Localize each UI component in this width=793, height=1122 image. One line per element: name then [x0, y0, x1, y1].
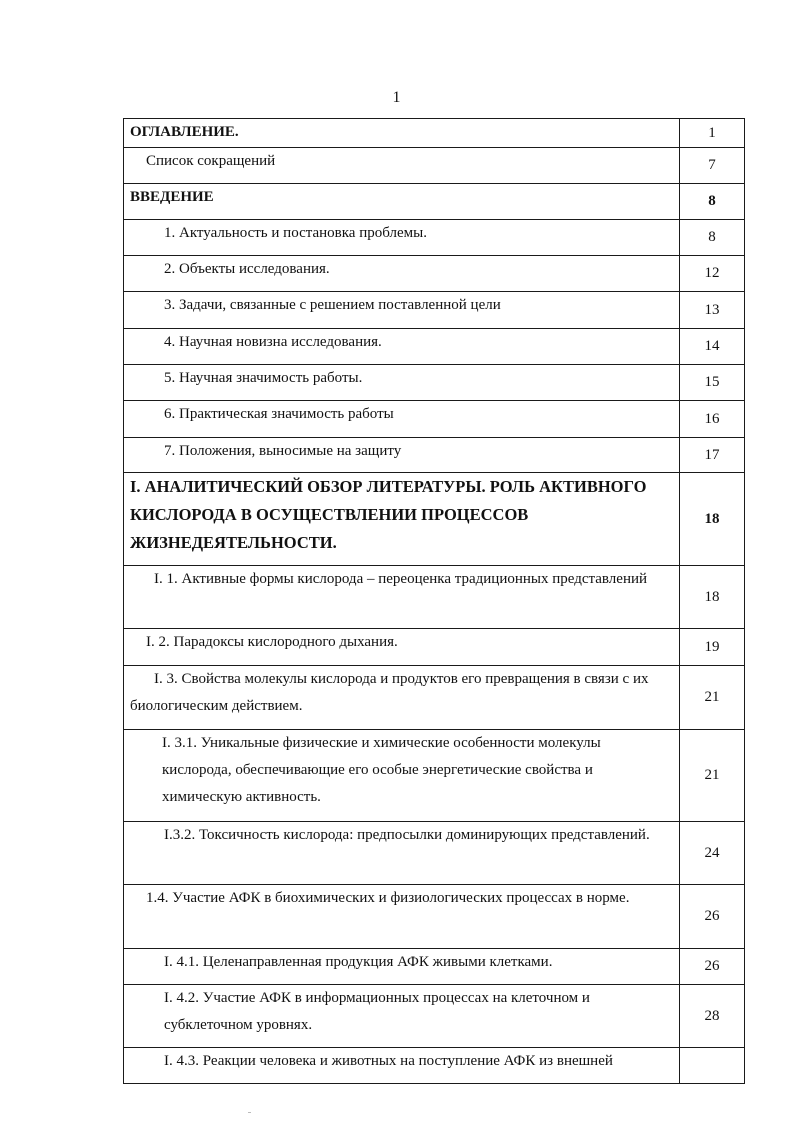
- scan-speck: [248, 1112, 251, 1113]
- toc-title: I. 3. Свойства молекулы кислорода и продуктов его превращения в связи с их биологическим действием.: [124, 666, 680, 730]
- toc-title: ВВЕДЕНИЕ: [124, 184, 680, 220]
- toc-row: [124, 365, 745, 401]
- toc-title: I. 4.1. Целенаправленная продукция АФК живыми клетками.: [124, 949, 680, 985]
- toc-title: I. 1. Активные формы кислорода – переоценка традиционных представлений: [124, 566, 680, 629]
- toc-row: [124, 119, 745, 148]
- toc-row: [124, 401, 745, 438]
- toc-page: 8: [680, 220, 745, 256]
- toc-page: 17: [680, 438, 745, 473]
- toc-page: 19: [680, 629, 745, 666]
- toc-title: 4. Научная новизна исследования.: [124, 329, 680, 365]
- toc-row: [124, 985, 745, 1048]
- toc-page: [680, 1048, 745, 1084]
- table-of-contents: [123, 118, 745, 1084]
- toc-row: [124, 148, 745, 184]
- toc-row: [124, 438, 745, 473]
- toc-title: 6. Практическая значимость работы: [124, 401, 680, 438]
- toc-title: I. 3.1. Уникальные физические и химические особенности молекулы кислорода, обеспечивающие его особые энергетические свойства и химическую активность.: [124, 730, 680, 822]
- toc-title: Список сокращений: [124, 148, 680, 184]
- toc-row: [124, 292, 745, 329]
- toc-title: 2. Объекты исследования.: [124, 256, 680, 292]
- toc-page: 24: [680, 822, 745, 885]
- toc-page: 26: [680, 949, 745, 985]
- toc-title: 1.4. Участие АФК в биохимических и физиологических процессах в норме.: [124, 885, 680, 949]
- toc-row: [124, 220, 745, 256]
- toc-title: ОГЛАВЛЕНИЕ.: [124, 119, 680, 148]
- toc-row: [124, 730, 745, 822]
- toc-page: 21: [680, 730, 745, 822]
- toc-row: [124, 949, 745, 985]
- toc-title: I. 4.2. Участие АФК в информационных процессах на клеточном и субклеточном уровнях.: [124, 985, 680, 1048]
- toc-page: 12: [680, 256, 745, 292]
- toc-title: I.3.2. Токсичность кислорода: предпосылки доминирующих представлений.: [124, 822, 680, 885]
- toc-row: [124, 629, 745, 666]
- toc-row: [124, 666, 745, 730]
- toc-title: 1. Актуальность и постановка проблемы.: [124, 220, 680, 256]
- toc-page: 7: [680, 148, 745, 184]
- toc-page: 13: [680, 292, 745, 329]
- toc-row: [124, 329, 745, 365]
- toc-page: 18: [680, 473, 745, 566]
- toc-page: 15: [680, 365, 745, 401]
- toc-page: 18: [680, 566, 745, 629]
- page-number: 1: [392, 89, 401, 106]
- toc-title: I. 4.3. Реакции человека и животных на поступление АФК из внешней: [124, 1048, 680, 1084]
- toc-page: 26: [680, 885, 745, 949]
- toc-title: I. 2. Парадоксы кислородного дыхания.: [124, 629, 680, 666]
- toc-row: [124, 566, 745, 629]
- toc-title: 3. Задачи, связанные с решением поставленной цели: [124, 292, 680, 329]
- toc-title: I. АНАЛИТИЧЕСКИЙ ОБЗОР ЛИТЕРАТУРЫ. РОЛЬ АКТИВНОГО КИСЛОРОДА В ОСУЩЕСТВЛЕНИИ ПРОЦЕССОВ ЖИЗНЕДЕЯТЕЛЬНОСТИ.: [124, 473, 680, 566]
- toc-row: [124, 473, 745, 566]
- toc-page: 8: [680, 184, 745, 220]
- toc-title: 7. Положения, выносимые на защиту: [124, 438, 680, 473]
- toc-row: [124, 1048, 745, 1084]
- toc-row: [124, 822, 745, 885]
- toc-page: 16: [680, 401, 745, 438]
- toc-page: 28: [680, 985, 745, 1048]
- toc-page: 1: [680, 119, 745, 148]
- toc-page: 14: [680, 329, 745, 365]
- toc-page: 21: [680, 666, 745, 730]
- toc-row: [124, 256, 745, 292]
- toc-row: [124, 885, 745, 949]
- toc-title: 5. Научная значимость работы.: [124, 365, 680, 401]
- toc-row: [124, 184, 745, 220]
